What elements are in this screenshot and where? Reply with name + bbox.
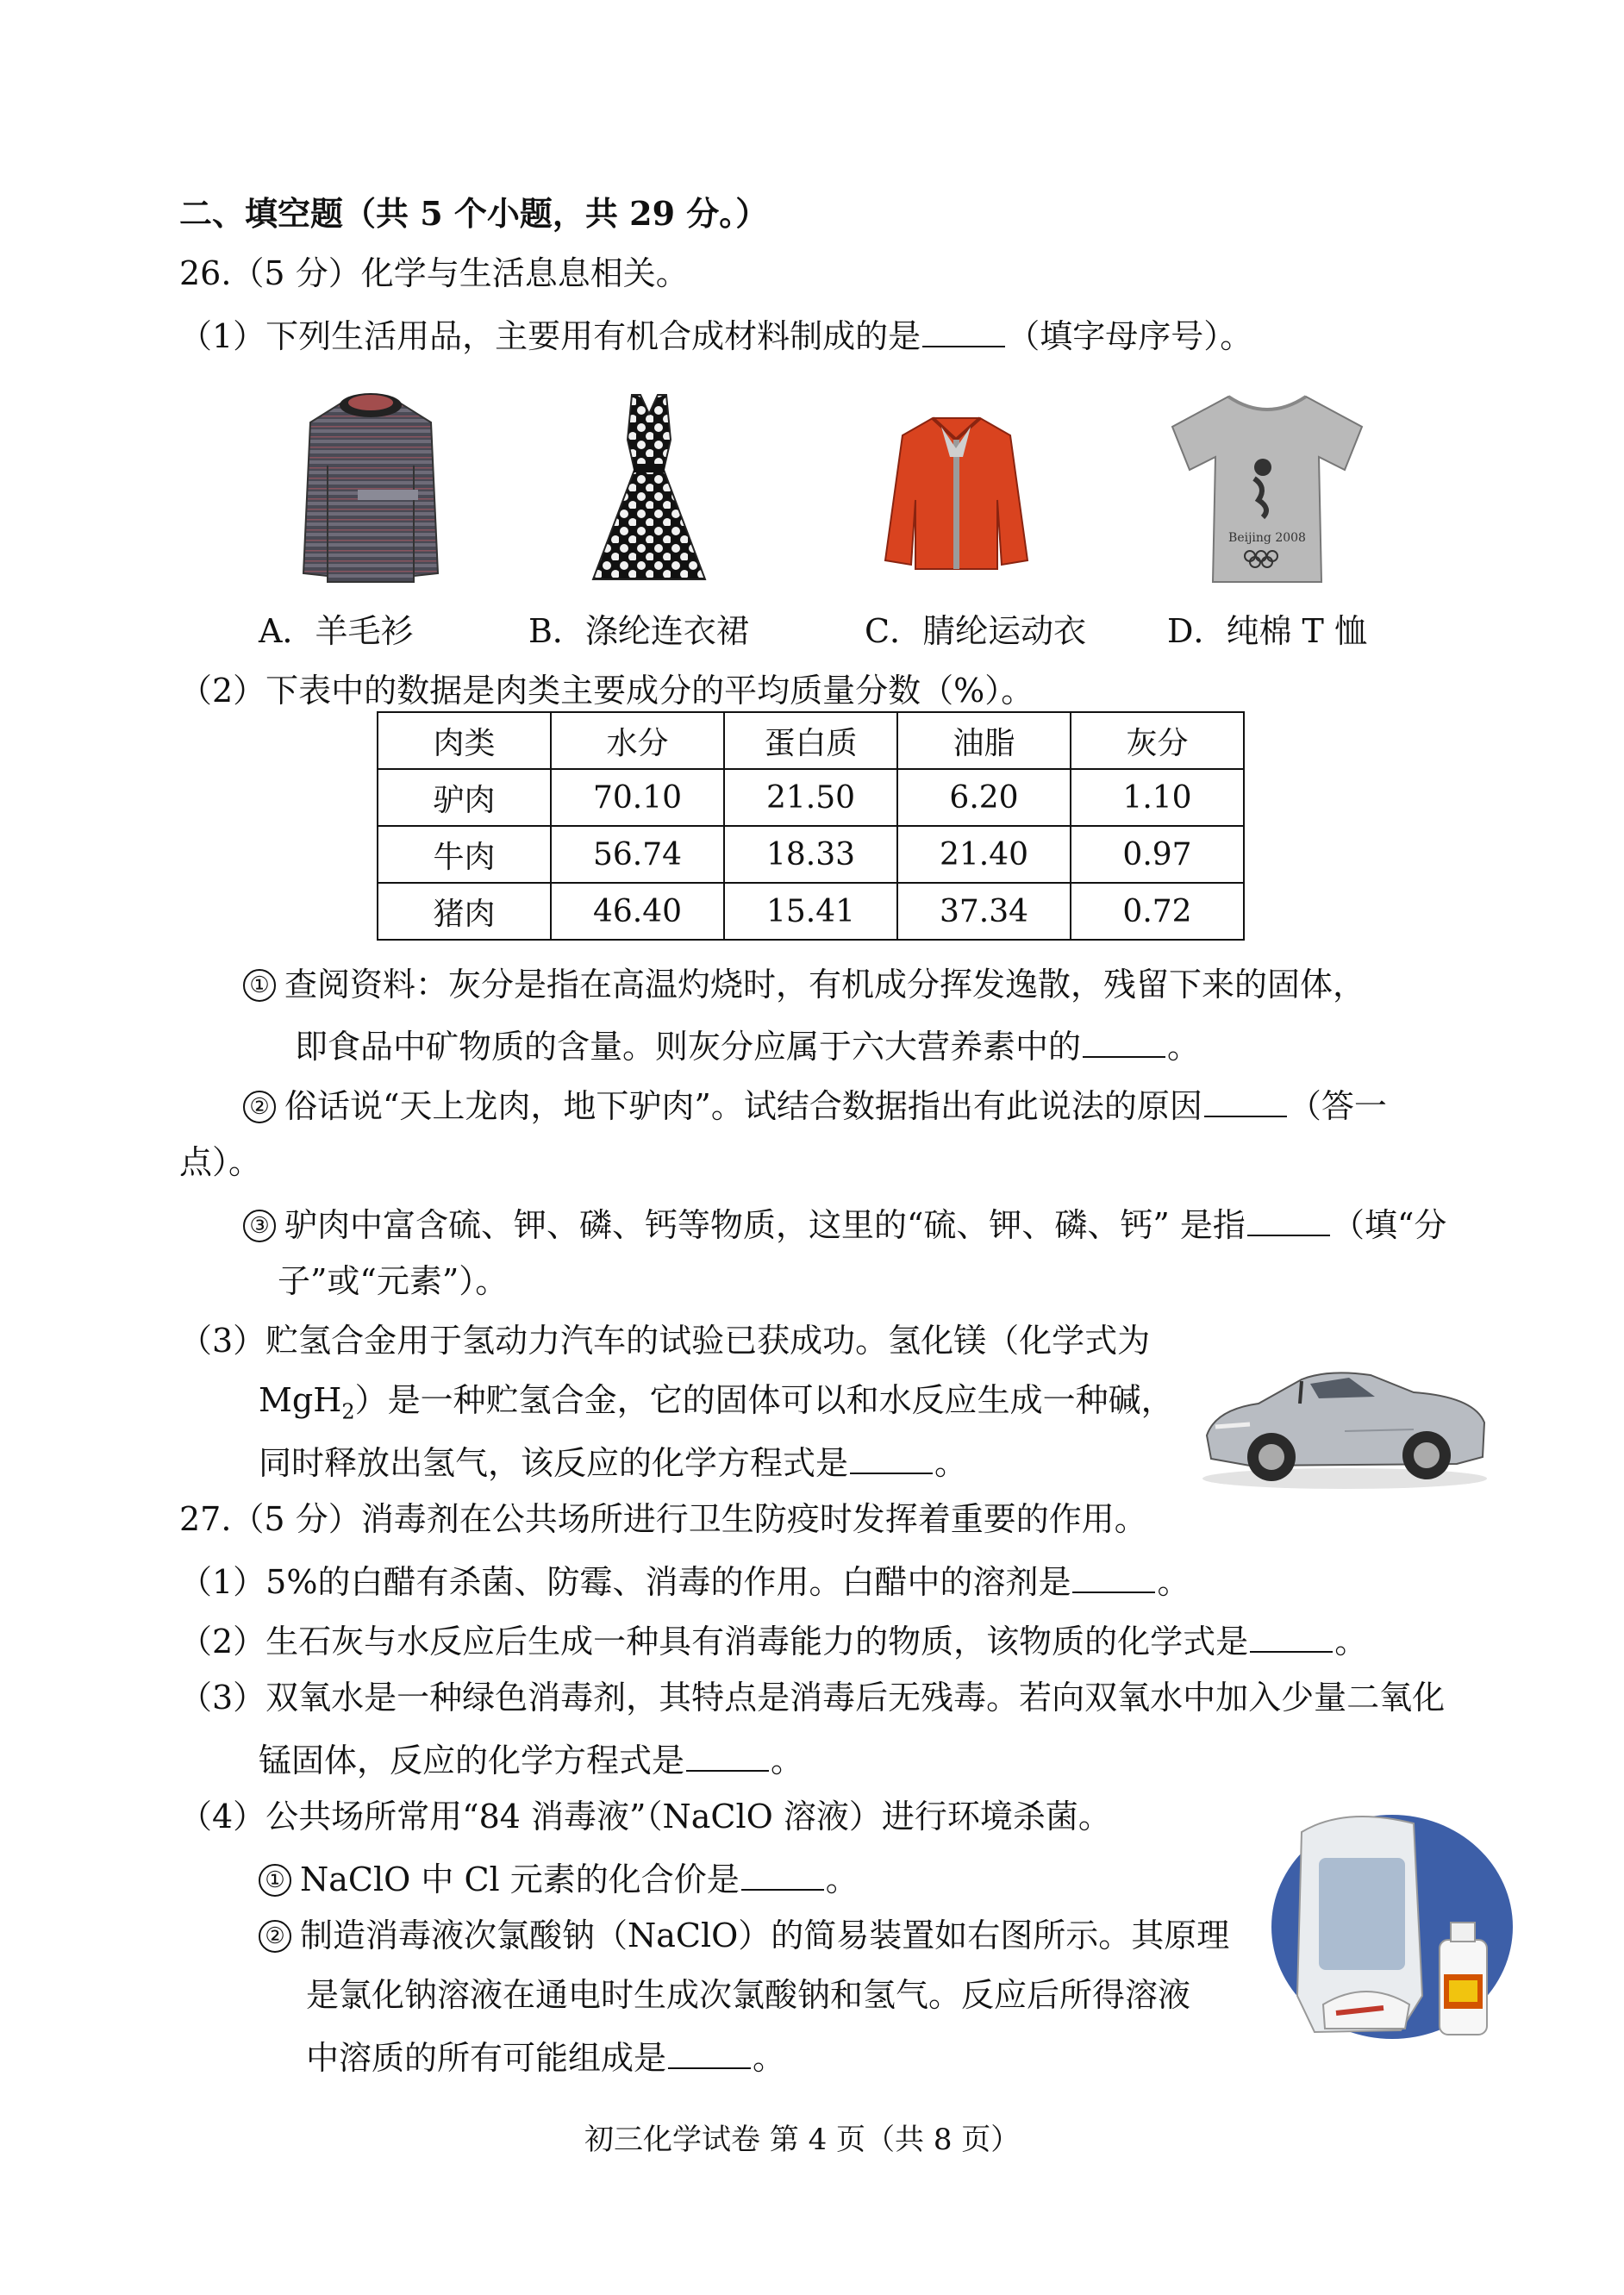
q26-sub2-line2: 点）。	[179, 1143, 262, 1181]
table-cell: 牛肉	[378, 826, 551, 883]
answer-blank[interactable]	[668, 2038, 751, 2069]
formula-mgh2: MgH	[259, 1381, 342, 1419]
circled-number: ③	[243, 1210, 276, 1242]
q27-part1-tail: 。	[1157, 1563, 1190, 1602]
table-cell: 驴肉	[378, 769, 551, 826]
q27-part3-tail: 。	[771, 1742, 804, 1780]
polyester-dress-image	[584, 388, 714, 586]
answer-blank[interactable]	[850, 1443, 933, 1474]
table-cell: 21.40	[897, 826, 1071, 883]
q27-sub2-tail: 。	[753, 2039, 786, 2078]
answer-blank[interactable]	[1083, 1027, 1165, 1058]
answer-blank[interactable]	[741, 1860, 824, 1891]
table-cell: 15.41	[724, 883, 897, 940]
q27-part3-text: 锰固体，反应的化学方程式是	[259, 1742, 685, 1780]
answer-blank[interactable]	[686, 1741, 769, 1772]
table-header-cell: 肉类	[378, 712, 551, 769]
q26-sub1-line1	[243, 968, 1365, 1002]
table-cell: 6.20	[897, 769, 1071, 826]
q26-sub2-tail: （答一	[1288, 1087, 1387, 1126]
table-cell: 0.72	[1071, 883, 1244, 940]
q26-sub1-tail: 。	[1167, 1028, 1201, 1066]
option-b: B．涤纶连衣裙	[528, 612, 749, 650]
q27-heading: 27.（5 分）消毒剂在公共场所进行卫生防疫时发挥着重要的作用。	[179, 1500, 1147, 1538]
q27-part1	[179, 1562, 1190, 1602]
q27-part3-line2	[259, 1741, 804, 1780]
page-footer: 初三化学试卷 第 4 页（共 8 页）	[584, 2123, 1021, 2157]
table-row	[378, 883, 1244, 940]
table-header-cell: 蛋白质	[724, 712, 897, 769]
meat-composition-table	[377, 711, 1245, 941]
table-header-cell: 水分	[551, 712, 724, 769]
table-header-row	[378, 712, 1244, 769]
q27-sub2-line3	[306, 2038, 786, 2078]
table-cell: 37.34	[897, 883, 1071, 940]
table-cell: 46.40	[551, 883, 724, 940]
q26-sub3-text: 驴肉中富含硫、钾、磷、钙等物质，这里的“硫、钾、磷、钙” 是指	[284, 1206, 1246, 1245]
hydrogen-car-image	[1198, 1328, 1491, 1491]
answer-blank[interactable]	[1247, 1205, 1330, 1236]
q26-sub1-text: 查阅资料：灰分是指在高温灼烧时，有机成分挥发逸散，残留下来的固体，	[284, 966, 1366, 1004]
table-cell: 18.33	[724, 826, 897, 883]
answer-blank[interactable]	[1204, 1086, 1287, 1117]
q27-sub2-line2: 是氯化钠溶液在通电时生成次氯酸钠和氢气。反应后所得溶液	[306, 1976, 1191, 2014]
q26-sub1-line2	[295, 1027, 1201, 1066]
circled-number: ②	[259, 1920, 291, 1953]
q27-part1-text: （1）5%的白醋有杀菌、防霉、消毒的作用。白醋中的溶剂是	[179, 1563, 1071, 1602]
table-cell: 1.10	[1071, 769, 1244, 826]
q26-sub3-tail: （填“分	[1331, 1206, 1447, 1245]
q27-part2	[179, 1622, 1368, 1661]
table-cell: 56.74	[551, 826, 724, 883]
answer-blank[interactable]	[922, 316, 1005, 347]
wool-sweater-image	[293, 388, 448, 586]
q27-sub1-tail: 。	[825, 1860, 859, 1899]
q26-sub2-text: 俗话说“天上龙肉，地下驴肉”。试结合数据指出有此说法的原因	[284, 1087, 1202, 1126]
q27-part4: （4）公共场所常用“84 消毒液”（NaClO 溶液）进行环境杀菌。	[179, 1798, 1111, 1835]
q27-sub2-text3: 中溶质的所有可能组成是	[306, 2039, 667, 2078]
disinfectant-device-image	[1263, 1798, 1521, 2048]
table-row	[378, 826, 1244, 883]
option-d: D．纯棉 T 恤	[1167, 612, 1367, 650]
q27-part2-text: （2）生石灰与水反应后生成一种具有消毒能力的物质，该物质的化学式是	[179, 1623, 1249, 1661]
table-cell: 0.97	[1071, 826, 1244, 883]
subscript: 2	[341, 1399, 355, 1424]
option-a: A．羊毛衫	[259, 612, 414, 650]
table-cell: 猪肉	[378, 883, 551, 940]
q26-part3-tail: 。	[934, 1444, 968, 1483]
q27-sub1-text: NaClO 中 Cl 元素的化合价是	[300, 1860, 740, 1899]
q26-sub1-text2: 即食品中矿物质的含量。则灰分应属于六大营养素中的	[295, 1028, 1082, 1066]
q27-part3-line1: （3）双氧水是一种绿色消毒剂，其特点是消毒后无残毒。若向双氧水中加入少量二氧化	[179, 1679, 1446, 1717]
acrylic-jacket-image	[881, 405, 1032, 578]
circled-number: ①	[243, 969, 276, 1002]
q26-part1	[179, 316, 1253, 356]
answer-blank[interactable]	[1250, 1622, 1333, 1653]
q27-sub2-text: 制造消毒液次氯酸钠（NaClO）的简易装置如右图所示。其原理	[300, 1917, 1230, 1954]
q26-part1-tail: （填字母序号）。	[1007, 317, 1253, 356]
cotton-tshirt-image	[1168, 388, 1366, 586]
answer-blank[interactable]	[1072, 1562, 1155, 1593]
q26-part3-line3	[259, 1443, 968, 1483]
q26-part3-line2	[259, 1381, 1174, 1424]
q27-part2-tail: 。	[1334, 1623, 1368, 1661]
q26-sub3-line2: 子”或“元素”）。	[278, 1262, 509, 1300]
circled-number: ①	[259, 1864, 291, 1897]
tshirt-print-text: Beijing 2008	[1228, 531, 1306, 545]
q27-sub2-line1	[259, 1919, 1229, 1953]
q26-part1-text: （1）下列生活用品，主要用有机合成材料制成的是	[179, 317, 921, 356]
table-row	[378, 769, 1244, 826]
q26-part2: （2）下表中的数据是肉类主要成分的平均质量分数（%）。	[179, 672, 1034, 710]
section-title: 二、填空题（共 5 个小题，共 29 分。）	[179, 194, 769, 233]
q26-sub2-line1	[243, 1086, 1387, 1126]
table-header-cell: 油脂	[897, 712, 1071, 769]
q26-heading: 26.（5 分）化学与生活息息相关。	[179, 254, 689, 292]
q26-part3-text: ）是一种贮氢合金，它的固体可以和水反应生成一种碱，	[354, 1381, 1174, 1419]
q26-part3-text2: 同时释放出氢气，该反应的化学方程式是	[259, 1444, 849, 1483]
q26-sub3-line1	[243, 1205, 1447, 1245]
table-cell: 21.50	[724, 769, 897, 826]
q27-sub1	[259, 1860, 859, 1897]
option-c: C．腈纶运动衣	[865, 612, 1087, 650]
table-header-cell: 灰分	[1071, 712, 1244, 769]
table-cell: 70.10	[551, 769, 724, 826]
q26-part3-line1: （3）贮氢合金用于氢动力汽车的试验已获成功。氢化镁（化学式为	[179, 1322, 1151, 1360]
circled-number: ②	[243, 1091, 276, 1123]
